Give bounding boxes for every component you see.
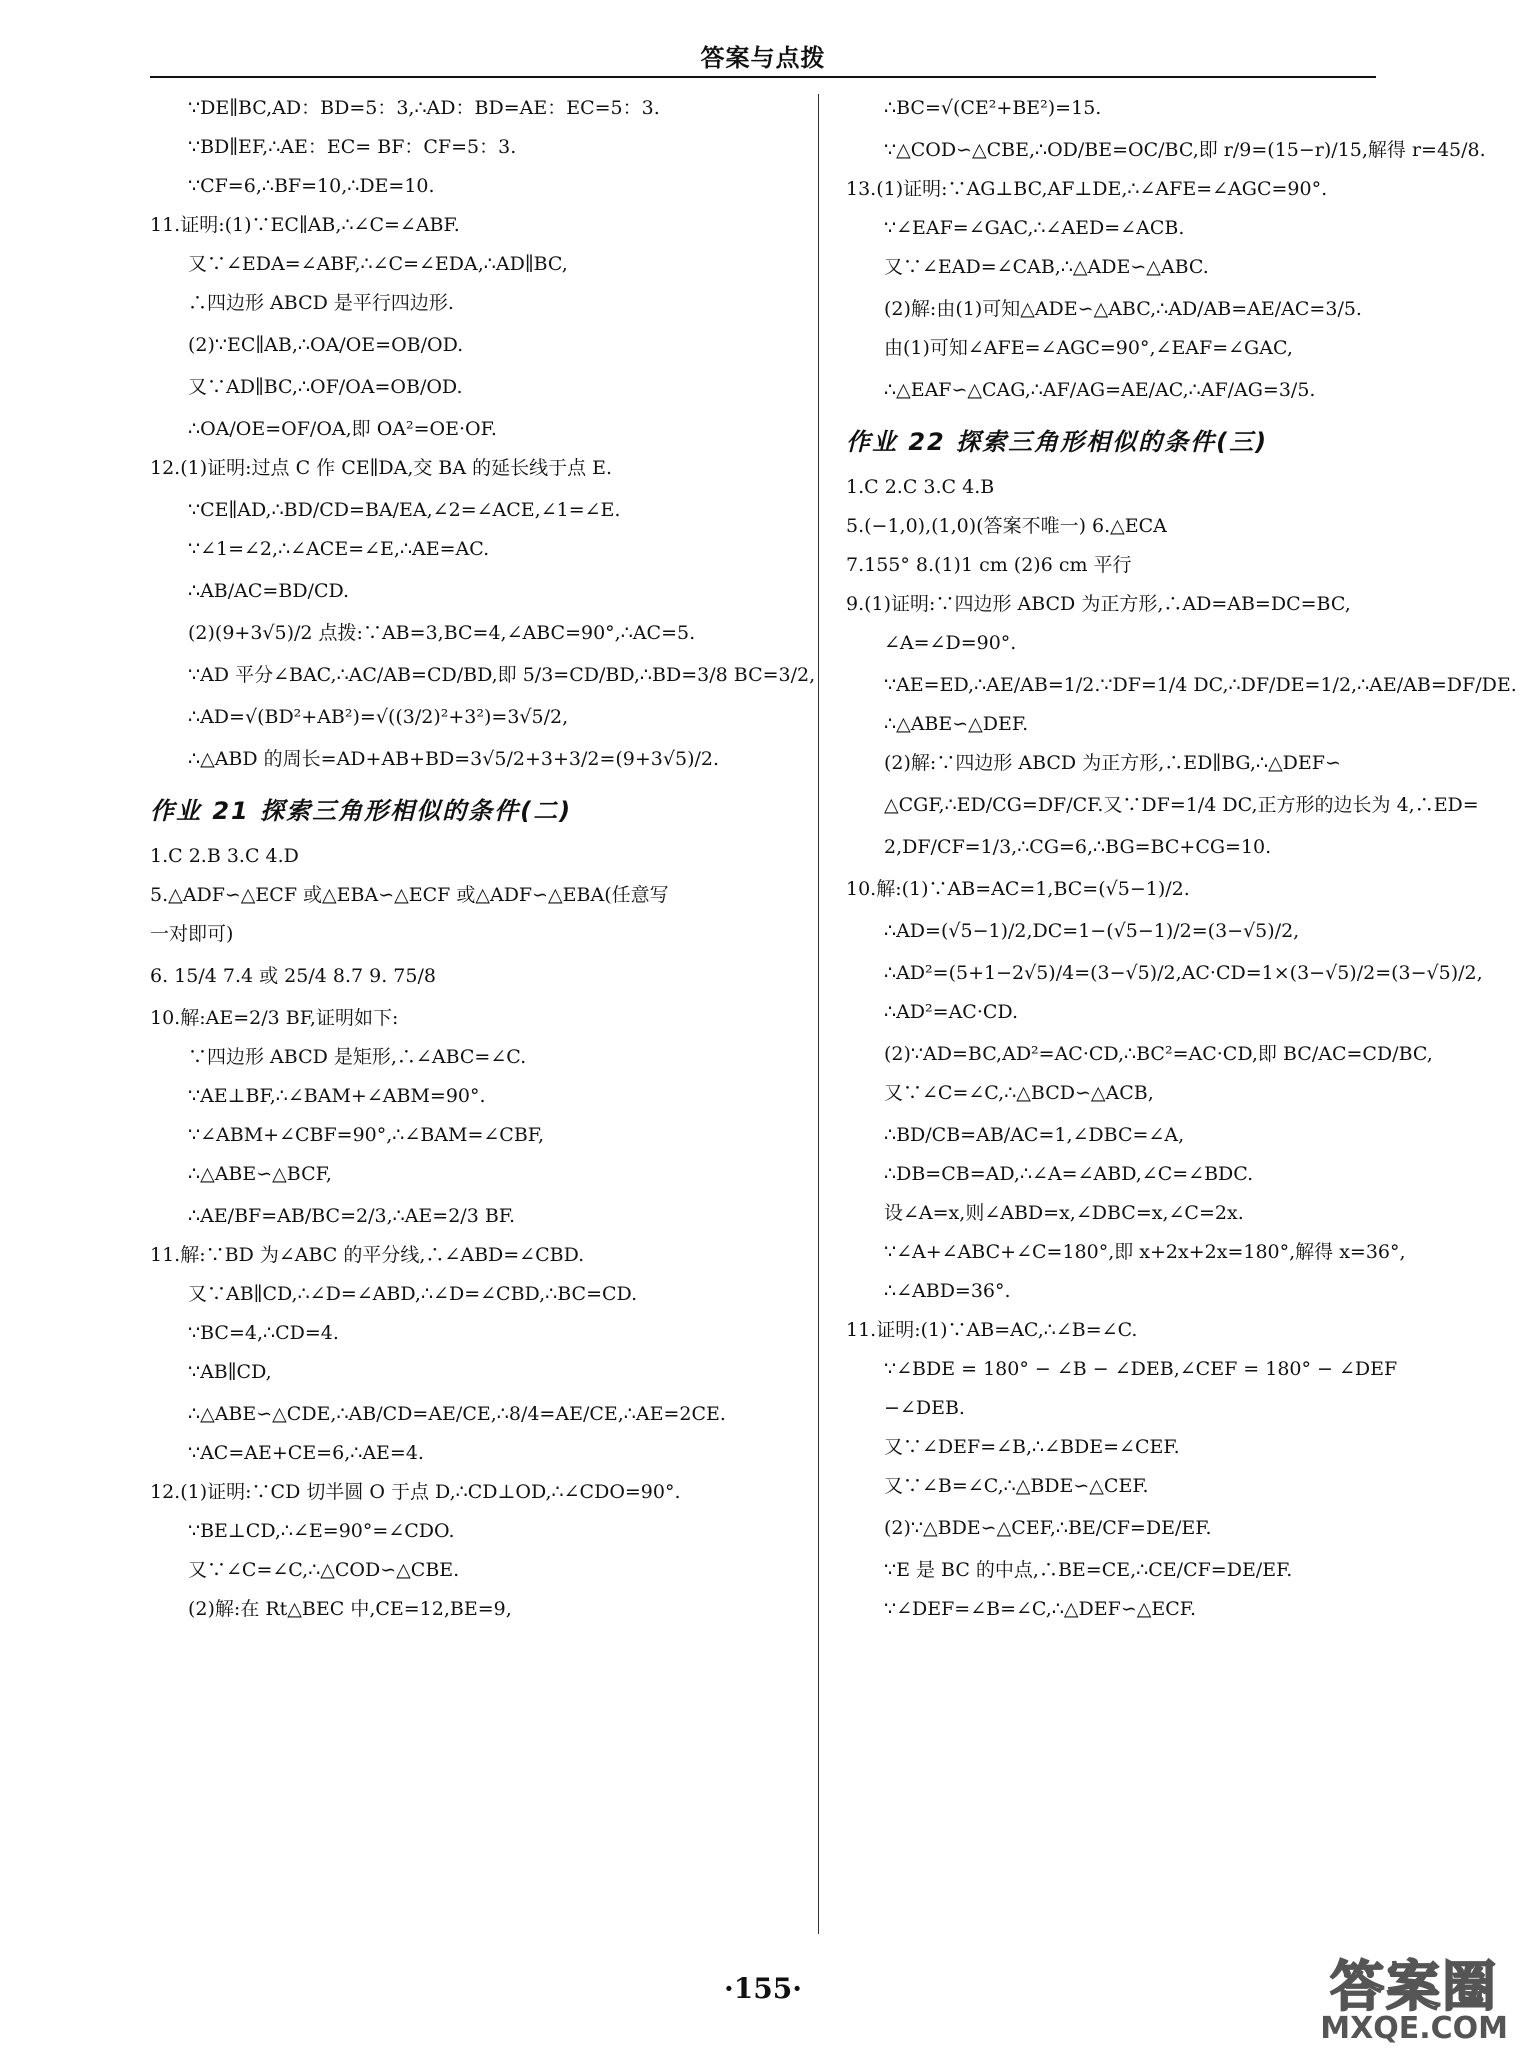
text-line: 又∵∠B=∠C,∴△BDE∽△CEF. [884, 1475, 1149, 1497]
left-column [150, 96, 816, 1636]
text-line: ∵AB∥CD, [188, 1361, 272, 1383]
text-line: 由(1)可知∠AFE=∠AGC=90°,∠EAF=∠GAC, [884, 337, 1293, 359]
text-line: ∵BD∥EF,∴AE：EC= BF：CF=5：3. [188, 136, 517, 158]
text-line: 1.C 2.C 3.C 4.B [846, 476, 995, 498]
text-line: ∴△ABE∽△CDE,∴AB/CD=AE/CE,∴8/4=AE/CE,∴AE=2CE. [188, 1403, 726, 1425]
text-line: 13.(1)证明:∵AG⊥BC,AF⊥DE,∴∠AFE=∠AGC=90°. [846, 178, 1328, 200]
watermark-main: 答案圈 [1330, 1955, 1499, 2018]
text-line: ∵AD 平分∠BAC,∴AC/AB=CD/BD,即 5/3=CD/BD,∴BD=3/8 BC=3/2, [188, 664, 816, 686]
text-line: 6. 15/4 7.4 或 25/4 8.7 9. 75/8 [150, 965, 436, 987]
text-line: ∵AE⊥BF,∴∠BAM+∠ABM=90°. [188, 1085, 486, 1107]
text-line: ∵∠ABM+∠CBF=90°,∴∠BAM=∠CBF, [188, 1124, 545, 1146]
text-line: (2)∵△BDE∽△CEF,∴BE/CF=DE/EF. [884, 1517, 1212, 1539]
text-line: ∵△COD∽△CBE,∴OD/BE=OC/BC,即 r/9=(15−r)/15,解得 r=45/8. [884, 139, 1486, 161]
text-line: ∴AD=(√5−1)/2,DC=1−(√5−1)/2=(3−√5)/2, [884, 920, 1300, 942]
text-line: ∵BE⊥CD,∴∠E=90°=∠CDO. [188, 1520, 455, 1542]
text-line: 11.证明:(1)∵AB=AC,∴∠B=∠C. [846, 1319, 1138, 1341]
text-line: ∴AB/AC=BD/CD. [188, 580, 350, 602]
text-line: 又∵∠C=∠C,∴△COD∽△CBE. [188, 1559, 460, 1581]
text-line: ∵DE∥BC,AD：BD=5：3,∴AD：BD=AE：EC=5：3. [188, 97, 660, 119]
text-line: 5.△ADF∽△ECF 或△EBA∽△ECF 或△ADF∽△EBA(任意写 [150, 884, 669, 906]
section-title: 作业 21 探索三角形相似的条件(二) [150, 797, 573, 825]
text-line: 12.(1)证明:∵CD 切半圆 O 于点 D,∴CD⊥OD,∴∠CDO=90°. [150, 1481, 681, 1503]
text-line: 又∵AD∥BC,∴OF/OA=OB/OD. [188, 376, 463, 398]
text-line: 1.C 2.B 3.C 4.D [150, 845, 299, 867]
text-line: (2)∵AD=BC,AD²=AC·CD,∴BC²=AC·CD,即 BC/AC=CD/BC, [884, 1043, 1433, 1065]
text-line: 5.(−1,0),(1,0)(答案不唯一) 6.△ECA [846, 515, 1167, 537]
text-line: 10.解:(1)∵AB=AC=1,BC=(√5−1)/2. [846, 878, 1190, 900]
text-line: (2)∵EC∥AB,∴OA/OE=OB/OD. [188, 334, 464, 356]
text-line: ∵BC=4,∴CD=4. [188, 1322, 339, 1344]
text-line: 又∵AB∥CD,∴∠D=∠ABD,∴∠D=∠CBD,∴BC=CD. [188, 1283, 638, 1305]
text-line: ∴四边形 ABCD 是平行四边形. [188, 292, 454, 314]
page-header [150, 38, 1376, 73]
text-line: (2)解:∵四边形 ABCD 为正方形,∴ED∥BG,∴△DEF∽ [884, 752, 1341, 774]
text-line: 又∵∠C=∠C,∴△BCD∽△ACB, [884, 1082, 1154, 1104]
text-line: −∠DEB. [884, 1397, 965, 1419]
text-line: ∵AE=ED,∴AE/AB=1/2.∵DF=1/4 DC,∴DF/DE=1/2,∴AE/AB=DF/DE. [884, 674, 1517, 696]
text-line: ∴DB=CB=AD,∴∠A=∠ABD,∠C=∠BDC. [884, 1163, 1254, 1185]
page-number: ·155· [724, 1972, 802, 2005]
text-line: 11.解:∵BD 为∠ABC 的平分线,∴∠ABD=∠CBD. [150, 1244, 585, 1266]
text-line: (2)解:由(1)可知△ADE∽△ABC,∴AD/AB=AE/AC=3/5. [884, 298, 1362, 320]
right-column [846, 96, 1517, 1636]
text-line: ∴OA/OE=OF/OA,即 OA²=OE·OF. [188, 418, 497, 440]
text-line: ∴BC=√(CE²+BE²)=15. [884, 97, 1102, 119]
text-line: 又∵∠EAD=∠CAB,∴△ADE∽△ABC. [884, 256, 1209, 278]
text-line: ∵四边形 ABCD 是矩形,∴∠ABC=∠C. [188, 1046, 527, 1068]
text-line: 9.(1)证明:∵四边形 ABCD 为正方形,∴AD=AB=DC=BC, [846, 593, 1351, 615]
text-line: 一对即可) [150, 923, 234, 945]
text-line: ∠A=∠D=90°. [884, 632, 1017, 654]
text-line: 11.证明:(1)∵EC∥AB,∴∠C=∠ABF. [150, 214, 460, 236]
text-line: (2)(9+3√5)/2 点拨:∵AB=3,BC=4,∠ABC=90°,∴AC=5. [188, 622, 696, 644]
text-line: ∵∠DEF=∠B=∠C,∴△DEF∽△ECF. [884, 1598, 1197, 1620]
text-line: ∴△ABE∽△BCF, [188, 1163, 332, 1185]
text-line: ∵E 是 BC 的中点,∴BE=CE,∴CE/CF=DE/EF. [884, 1559, 1293, 1581]
text-line: ∴AD²=(5+1−2√5)/4=(3−√5)/2,AC·CD=1×(3−√5)/2=(3−√5)/2, [884, 962, 1483, 984]
text-line: ∵CF=6,∴BF=10,∴DE=10. [188, 175, 435, 197]
header-title: 答案与点拨 [700, 44, 826, 72]
text-line: ∵AC=AE+CE=6,∴AE=4. [188, 1442, 424, 1464]
text-line: 2,DF/CF=1/3,∴CG=6,∴BG=BC+CG=10. [884, 836, 1272, 858]
header-rule [150, 76, 1376, 78]
text-line: ∵∠1=∠2,∴∠ACE=∠E,∴AE=AC. [188, 538, 490, 560]
text-line: 7.155° 8.(1)1 cm (2)6 cm 平行 [846, 554, 1132, 576]
text-line: △CGF,∴ED/CG=DF/CF.又∵DF=1/4 DC,正方形的边长为 4,∴ED= [884, 794, 1479, 816]
text-line: ∵∠BDE = 180° − ∠B − ∠DEB,∠CEF = 180° − ∠DEF [884, 1358, 1398, 1380]
text-line: ∴△ABD 的周长=AD+AB+BD=3√5/2+3+3/2=(9+3√5)/2. [188, 748, 720, 770]
text-line: ∴∠ABD=36°. [884, 1280, 1011, 1302]
text-line: 10.解:AE=2/3 BF,证明如下: [150, 1007, 399, 1029]
text-line: ∵∠EAF=∠GAC,∴∠AED=∠ACB. [884, 217, 1185, 239]
text-line: (2)解:在 Rt△BEC 中,CE=12,BE=9, [188, 1598, 512, 1620]
section-title: 作业 22 探索三角形相似的条件(三) [846, 428, 1269, 456]
watermark-logo [1320, 1944, 1508, 2046]
text-line: ∴△ABE∽△DEF. [884, 713, 1029, 735]
text-line: ∵∠A+∠ABC+∠C=180°,即 x+2x+2x=180°,解得 x=36°, [884, 1241, 1406, 1263]
text-line: ∴AD²=AC·CD. [884, 1001, 1019, 1023]
text-line: ∵CE∥AD,∴BD/CD=BA/EA,∠2=∠ACE,∠1=∠E. [188, 499, 621, 521]
text-line: 又∵∠DEF=∠B,∴∠BDE=∠CEF. [884, 1436, 1180, 1458]
text-line: 又∵∠EDA=∠ABF,∴∠C=∠EDA,∴AD∥BC, [188, 253, 568, 275]
text-line: ∴BD/CB=AB/AC=1,∠DBC=∠A, [884, 1124, 1185, 1146]
text-line: ∴AE/BF=AB/BC=2/3,∴AE=2/3 BF. [188, 1205, 516, 1227]
text-line: ∴△EAF∽△CAG,∴AF/AG=AE/AC,∴AF/AG=3/5. [884, 379, 1316, 401]
text-line: ∴AD=√(BD²+AB²)=√((3/2)²+3²)=3√5/2, [188, 706, 569, 728]
text-line: 12.(1)证明:过点 C 作 CE∥DA,交 BA 的延长线于点 E. [150, 457, 613, 479]
watermark-sub: MXQE.COM [1320, 2011, 1508, 2046]
column-divider [818, 94, 819, 1934]
text-line: 设∠A=x,则∠ABD=x,∠DBC=x,∠C=2x. [884, 1202, 1244, 1224]
